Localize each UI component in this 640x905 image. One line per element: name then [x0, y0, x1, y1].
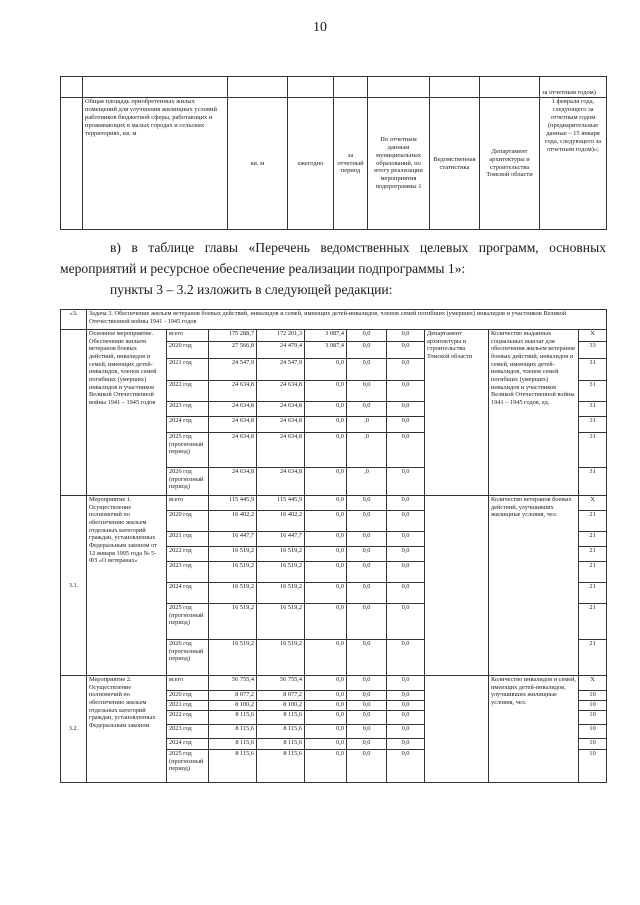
total-cell: 8 115,6 [209, 725, 257, 739]
value-cell: 21 [579, 640, 607, 676]
period-cell: 2024 год [167, 739, 209, 750]
period-cell: 2025 год (прогнозный период) [167, 433, 209, 468]
table-row [61, 676, 607, 691]
total-cell: 115 445,9 [209, 496, 257, 511]
other-cell: 0,0 [387, 381, 425, 402]
item-name: Основное мероприятие. Обеспечение жильем ветеранов боевых действий, инвалидов и семей, имеющих детей-инвалидов, членов семей погибших (умерших) инвалидов и участников Великой Отечественной войны 1941 – 1945 годов [87, 330, 167, 496]
other-cell: 0,0 [387, 640, 425, 676]
executor-cell [425, 496, 489, 676]
period-cell: 2021 год [167, 532, 209, 547]
federal-cell: 0,0 [305, 711, 347, 725]
program-table [60, 309, 607, 783]
other-cell: 0,0 [387, 547, 425, 562]
table-row [61, 496, 607, 511]
total-cell: 8 115,6 [209, 739, 257, 750]
value-cell: X [579, 496, 607, 511]
value-cell: 33 [579, 342, 607, 359]
period-cell: всего [167, 496, 209, 511]
federal-cell: 0,0 [305, 381, 347, 402]
municipal-cell: 0,0 [347, 583, 387, 604]
indicator-name: Общая площадь приобретенных жилых помещений для улучшения жилищных условий работников бюджетной сферы, работающих и проживающих в малых городах и сельских территориях, кв. м [83, 98, 228, 230]
federal-cell: 0,0 [305, 701, 347, 711]
municipal-cell: 0,0 [347, 330, 387, 342]
value-cell: 21 [579, 511, 607, 532]
indicator-cell: Количество ветеранов боевых действий, улучшивших жилищные условия, чел. [489, 496, 579, 676]
total-cell: 16 519,2 [209, 604, 257, 640]
federal-cell: 0,0 [305, 750, 347, 783]
federal-cell: 0,0 [305, 691, 347, 701]
federal-cell: 0,0 [305, 532, 347, 547]
value-cell: 31 [579, 417, 607, 433]
task-description: Задача 3. Обеспечение жильем ветеранов боевых действий, инвалидов и семей, имеющих детей-инвалидов, членов семей погибших (умерших) инвалидов и участников Великой Отечественной войны 1941 - 1945 годов [87, 310, 607, 330]
period-cell: 2023 год [167, 725, 209, 739]
value-cell: 10 [579, 725, 607, 739]
regional-cell: 56 755,4 [257, 676, 305, 691]
regional-cell: 16 447,7 [257, 532, 305, 547]
deadline-cell: 1 февраля года, следующего за отчетным годом (предварительные данные – 15 января года, следующего за отчетным годом)»; [540, 98, 607, 230]
deadline-cell: за отчетным годом) [540, 77, 607, 98]
paragraph: мероприятий и ресурсное обеспечение реализации подпрограммы 1»: [60, 261, 466, 276]
period-cell: за отчетный период [334, 98, 368, 230]
value-cell: 31 [579, 433, 607, 468]
total-cell: 24 634,8 [209, 468, 257, 496]
regional-cell: 16 519,2 [257, 583, 305, 604]
regional-cell: 16 519,2 [257, 640, 305, 676]
total-cell: 27 566,8 [209, 342, 257, 359]
value-cell: 21 [579, 547, 607, 562]
table-row [61, 310, 607, 330]
task-number: «3. [61, 310, 87, 330]
federal-cell: 0,0 [305, 739, 347, 750]
federal-cell: 0,0 [305, 468, 347, 496]
period-cell: 2026 год (прогнозный период) [167, 640, 209, 676]
other-cell: 0,0 [387, 433, 425, 468]
regional-cell: 8 115,6 [257, 725, 305, 739]
other-cell: 0,0 [387, 402, 425, 417]
value-cell: 21 [579, 604, 607, 640]
other-cell: 0,0 [387, 532, 425, 547]
regional-cell: 172 201,3 [257, 330, 305, 342]
period-cell: 2023 год [167, 402, 209, 417]
municipal-cell: 0,0 [347, 691, 387, 701]
other-cell: 0,0 [387, 691, 425, 701]
federal-cell: 0,0 [305, 402, 347, 417]
municipal-cell: 0,0 [347, 750, 387, 783]
responsible-cell: Департамент архитектуры и строительства Томской области [480, 98, 540, 230]
other-cell: 0,0 [387, 511, 425, 532]
municipal-cell: 0,0 [347, 359, 387, 381]
other-cell: 0,0 [387, 676, 425, 691]
value-cell: 31 [579, 359, 607, 381]
federal-cell: 0,0 [305, 433, 347, 468]
total-cell: 175 288,7 [209, 330, 257, 342]
municipal-cell: 0,0 [347, 711, 387, 725]
other-cell: 0,0 [387, 725, 425, 739]
federal-cell: 3 087,4 [305, 330, 347, 342]
total-cell: 16 519,2 [209, 547, 257, 562]
period-cell: 2021 год [167, 359, 209, 381]
item-number [61, 330, 87, 496]
federal-cell: 0,0 [305, 725, 347, 739]
municipal-cell: 0,0 [347, 676, 387, 691]
other-cell: 0,0 [387, 359, 425, 381]
period-cell: 2025 год (прогнозный период) [167, 750, 209, 783]
value-cell: 31 [579, 402, 607, 417]
municipal-cell: 0,0 [347, 496, 387, 511]
table-row [61, 77, 607, 98]
regional-cell: 24 479,4 [257, 342, 305, 359]
source-cell: Ведомственная статистика [430, 98, 480, 230]
municipal-cell: ,0 [347, 417, 387, 433]
value-cell: 10 [579, 750, 607, 783]
period-cell: 2026 год (прогнозный период) [167, 468, 209, 496]
federal-cell: 0,0 [305, 417, 347, 433]
value-cell: X [579, 330, 607, 342]
regional-cell: 24 634,8 [257, 381, 305, 402]
page-number: 10 [313, 20, 327, 35]
federal-cell: 0,0 [305, 676, 347, 691]
total-cell: 8 077,2 [209, 691, 257, 701]
table-row [61, 98, 607, 230]
total-cell: 16 402,2 [209, 511, 257, 532]
period-cell: 2024 год [167, 417, 209, 433]
total-cell: 24 634,8 [209, 402, 257, 417]
other-cell: 0,0 [387, 330, 425, 342]
period-cell: 2022 год [167, 381, 209, 402]
other-cell: 0,0 [387, 562, 425, 583]
other-cell: 0,0 [387, 711, 425, 725]
regional-cell: 24 634,8 [257, 402, 305, 417]
period-cell: 2020 год [167, 342, 209, 359]
period-cell: 2025 год (прогнозный период) [167, 604, 209, 640]
unit-cell: кв. м [228, 98, 288, 230]
value-cell: 21 [579, 532, 607, 547]
federal-cell: 0,0 [305, 547, 347, 562]
value-cell: 10 [579, 711, 607, 725]
period-cell: 2022 год [167, 711, 209, 725]
total-cell: 24 634,8 [209, 417, 257, 433]
period-cell: 2021 год [167, 701, 209, 711]
method-cell: По отчетным данным муниципальных образований, по итогу реализации мероприятия подпрограммы 1 [368, 98, 430, 230]
indicator-cell: Количество инвалидов и семей, имеющих детей-инвалидов, улучшивших жилищные условия, чел. [489, 676, 579, 783]
paragraph: в) в таблице главы «Перечень ведомственных целевых программ, основных [110, 240, 606, 255]
regional-cell: 24 634,8 [257, 417, 305, 433]
regional-cell: 115 445,9 [257, 496, 305, 511]
period-cell: всего [167, 330, 209, 342]
period-cell: 2024 год [167, 583, 209, 604]
value-cell: X [579, 676, 607, 691]
other-cell: 0,0 [387, 701, 425, 711]
municipal-cell: 0,0 [347, 562, 387, 583]
regional-cell: 16 519,2 [257, 604, 305, 640]
period-cell: 2020 год [167, 691, 209, 701]
regional-cell: 16 402,2 [257, 511, 305, 532]
regional-cell: 24 547,9 [257, 359, 305, 381]
regional-cell: 8 115,6 [257, 739, 305, 750]
other-cell: 0,0 [387, 739, 425, 750]
value-cell: 10 [579, 691, 607, 701]
period-cell: 2023 год [167, 562, 209, 583]
other-cell: 0,0 [387, 750, 425, 783]
value-cell: 31 [579, 381, 607, 402]
municipal-cell: 0,0 [347, 604, 387, 640]
table-row [61, 330, 607, 342]
total-cell: 8 115,6 [209, 750, 257, 783]
total-cell: 24 634,8 [209, 433, 257, 468]
municipal-cell: 0,0 [347, 701, 387, 711]
value-cell: 31 [579, 468, 607, 496]
item-name: Мероприятие 1. Осуществление полномочий по обеспечению жильем отдельных категорий граждан, установленных Федеральным законом от 12 января 1995 года № 5-ФЗ «О ветеранах» [87, 496, 167, 676]
municipal-cell: 0,0 [347, 640, 387, 676]
total-cell: 16 519,2 [209, 562, 257, 583]
item-name: Мероприятие 2. Осуществление полномочий по обеспечению жильем отдельных категорий граждан, установленных Федеральным законом [87, 676, 167, 783]
federal-cell: 3 087,4 [305, 342, 347, 359]
total-cell: 8 115,6 [209, 711, 257, 725]
indicator-cell: Количество выданных социальных выплат для обеспечения жильем ветеранов боевых действий, инвалидов и семей, имеющих детей-инвалидов, членов семей погибших (умерших) инвалидов и участников Великой Отечественной войны 1941 – 1945 годов, ед. [489, 330, 579, 496]
municipal-cell: ,0 [347, 468, 387, 496]
other-cell: 0,0 [387, 583, 425, 604]
item-number: 3.1. [61, 496, 87, 676]
municipal-cell: 0,0 [347, 547, 387, 562]
period-cell: 2022 год [167, 547, 209, 562]
total-cell: 16 447,7 [209, 532, 257, 547]
municipal-cell: 0,0 [347, 511, 387, 532]
executor-cell [425, 676, 489, 783]
regional-cell: 8 115,6 [257, 750, 305, 783]
other-cell: 0,0 [387, 342, 425, 359]
municipal-cell: 0,0 [347, 739, 387, 750]
federal-cell: 0,0 [305, 496, 347, 511]
other-cell: 0,0 [387, 468, 425, 496]
municipal-cell: 0,0 [347, 342, 387, 359]
federal-cell: 0,0 [305, 604, 347, 640]
federal-cell: 0,0 [305, 562, 347, 583]
other-cell: 0,0 [387, 417, 425, 433]
federal-cell: 0,0 [305, 640, 347, 676]
federal-cell: 0,0 [305, 359, 347, 381]
regional-cell: 16 519,2 [257, 547, 305, 562]
federal-cell: 0,0 [305, 583, 347, 604]
municipal-cell: 0,0 [347, 381, 387, 402]
executor-cell: Департамент архитектуры и строительства Томской области [425, 330, 489, 496]
indicator-table [60, 76, 607, 230]
other-cell: 0,0 [387, 496, 425, 511]
paragraph: пункты 3 – 3.2 изложить в следующей редакции: [110, 282, 393, 297]
value-cell: 10 [579, 739, 607, 750]
total-cell: 24 547,9 [209, 359, 257, 381]
municipal-cell: 0,0 [347, 532, 387, 547]
frequency-cell: ежегодно [288, 98, 334, 230]
total-cell: 24 634,8 [209, 381, 257, 402]
federal-cell: 0,0 [305, 511, 347, 532]
municipal-cell: 0,0 [347, 725, 387, 739]
value-cell: 10 [579, 701, 607, 711]
municipal-cell: 0,0 [347, 402, 387, 417]
total-cell: 8 100,2 [209, 701, 257, 711]
total-cell: 16 519,2 [209, 640, 257, 676]
item-number: 3.2. [61, 676, 87, 783]
total-cell: 56 755,4 [209, 676, 257, 691]
value-cell: 21 [579, 583, 607, 604]
regional-cell: 16 519,2 [257, 562, 305, 583]
regional-cell: 8 115,6 [257, 711, 305, 725]
period-cell: 2020 год [167, 511, 209, 532]
other-cell: 0,0 [387, 604, 425, 640]
regional-cell: 8 100,2 [257, 701, 305, 711]
total-cell: 16 519,2 [209, 583, 257, 604]
value-cell: 21 [579, 562, 607, 583]
municipal-cell: ,0 [347, 433, 387, 468]
regional-cell: 24 634,8 [257, 468, 305, 496]
period-cell: всего [167, 676, 209, 691]
regional-cell: 8 077,2 [257, 691, 305, 701]
regional-cell: 24 634,8 [257, 433, 305, 468]
